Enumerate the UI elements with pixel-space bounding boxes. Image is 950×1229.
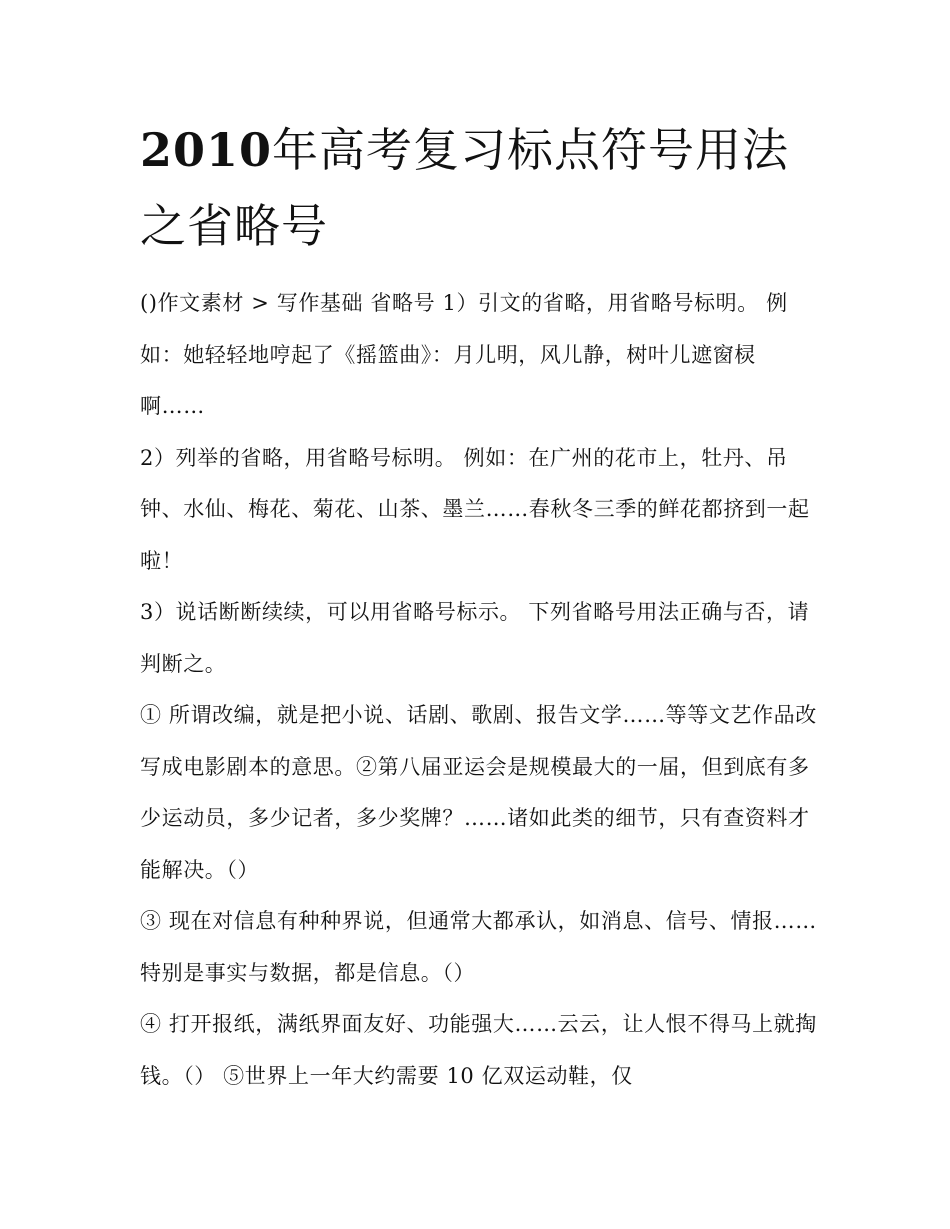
document-page [140, 112, 820, 1102]
title-text: 年高考复习标点符号用法之省略号 [140, 123, 790, 253]
paragraph-3: 3）说话断断续续，可以用省略号标示。 下列省略号用法正确与否，请判断之。 [140, 600, 810, 676]
title-year: 2010 [140, 123, 273, 177]
paragraph-5: ③ 现在对信息有种种界说，但通常大都承认，如消息、信号、情报……特别是事实与数据，都是信息。（） [140, 909, 817, 985]
document-title [140, 112, 820, 264]
paragraph-4: ① 所谓改编，就是把小说、话剧、歌剧、报告文学……等等文艺作品改写成电影剧本的意思。②第八届亚运会是规模最大的一届，但到底有多少运动员，多少记者，多少奖牌？……诸如此类的细节，只有查资料才能解决。（） [140, 703, 817, 882]
paragraph-1: ()作文素材 > 写作基础 省略号 1）引文的省略，用省略号标明。 例如：她轻轻地哼起了《摇篮曲》：月儿明，风儿静，树叶儿遮窗棂啊…… [140, 291, 788, 418]
paragraph-6: ④ 打开报纸，满纸界面友好、功能强大……云云，让人恨不得马上就掏钱。（） ⑤世界上一年大约需要 10 亿双运动鞋，仅 [140, 1012, 817, 1088]
paragraph-2: 2）列举的省略，用省略号标明。 例如：在广州的花市上，牡丹、吊钟、水仙、梅花、菊花、山茶、墨兰……春秋冬三季的鲜花都挤到一起啦！ [140, 445, 810, 573]
